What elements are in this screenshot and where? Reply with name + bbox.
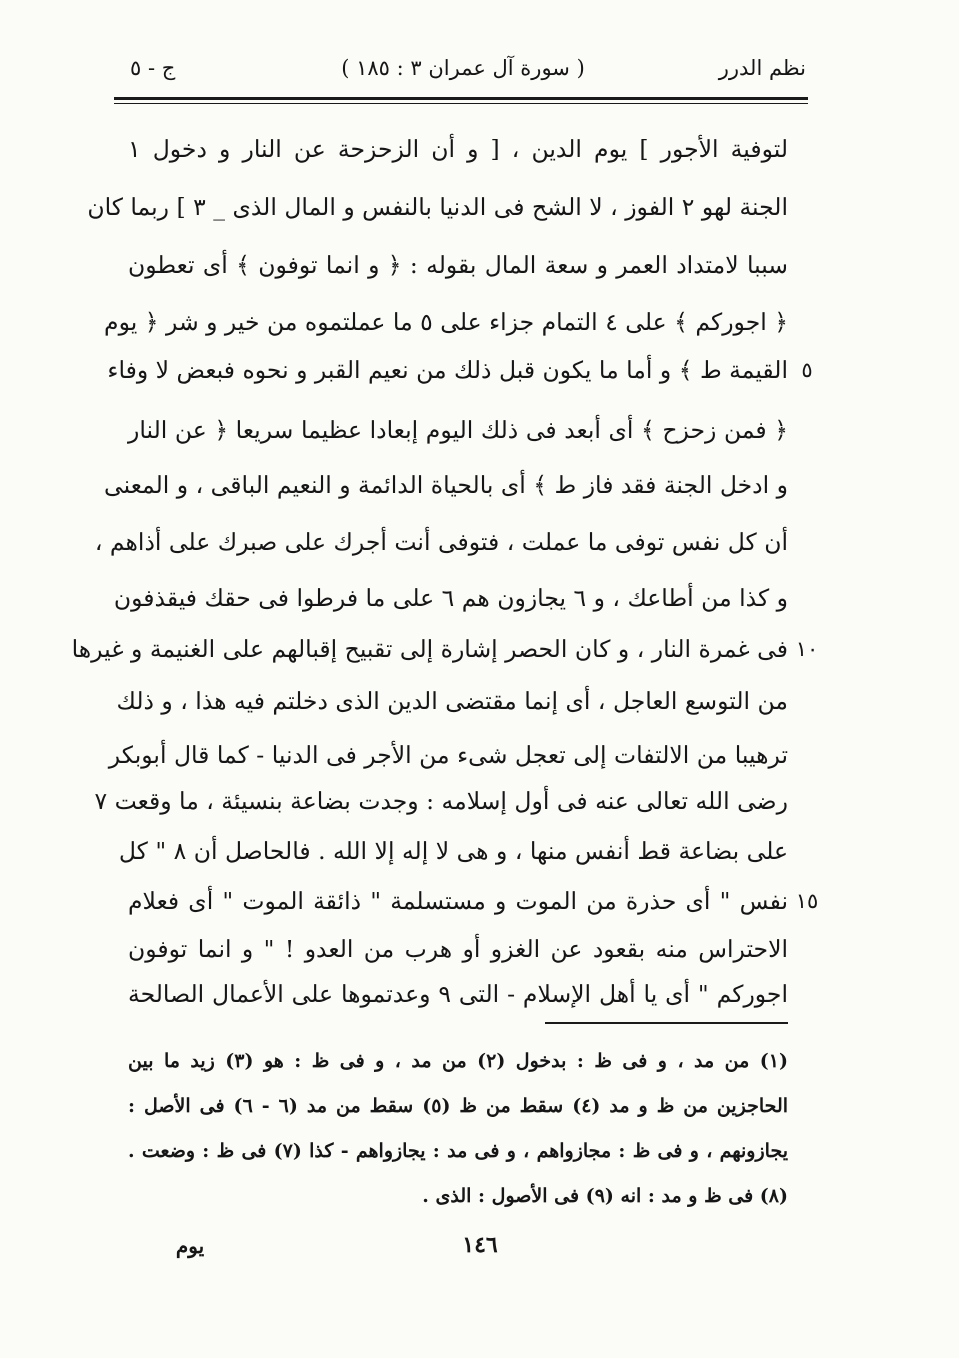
text-line-15: نفس " أى حذرة من الموت و مستسلمة " ذائقة الموت " أى فعلام	[128, 887, 788, 915]
header-rule-thin	[114, 103, 808, 104]
header-rule-thick	[114, 97, 808, 100]
text-line-5: القيمة ط ﴾ و أما ما يكون قبل ذلك من نعيم القبر و نحوه فبعض لا وفاء	[107, 356, 788, 384]
footnote-separator	[545, 1022, 788, 1024]
text-line-9: و كذا من أطاعك ، و ٦ يجازون هم ٦ على ما فرطوا فى حقك فيقذفون	[113, 584, 788, 612]
running-header	[120, 48, 806, 92]
catchword: يوم	[175, 1234, 205, 1258]
line-number-10: ١٠	[795, 637, 819, 661]
text-line-7: و ادخل الجنة فقد فاز ط ﴾ أى بالحياة الدائمة و النعيم الباقى ، و المعنى	[104, 471, 788, 499]
footnote-line-3: يجازونهم ، و فى ظ : مجازواهم ، و فى مد : يجازواهم - كذا (٧) فى ظ : وضعت .	[128, 1140, 788, 1162]
line-number-5: ٥	[801, 358, 813, 382]
text-line-14: على بضاعة قط أنفس منها ، و هى لا إله إلا الله . فالحاصل أن ٨ " كل	[118, 837, 788, 865]
text-line-13: رضى الله تعالى عنه فى أول إسلامه : وجدت بضاعة بنسيئة ، ما وقعت ٧	[94, 787, 788, 815]
text-line-12: ترهيبا من الالتفات إلى تعجل شىء من الأجر فى الدنيا - كما قال أبوبكر	[108, 741, 788, 769]
book-title: نظم الدرر	[718, 56, 806, 80]
text-line-1: لتوفية الأجور ] يوم الدين ، [ و أن الزحزحة عن النار و دخول ١	[128, 135, 788, 163]
text-line-3: سببا لامتداد العمر و سعة المال بقوله : ﴿ و انما توفون ﴾ أى تعطون	[128, 251, 788, 279]
text-line-17: اجوركم " أى يا أهل الإسلام - التى ٩ وعدتموها على الأعمال الصالحة	[128, 980, 788, 1008]
surah-reference: ( سورة آل عمران ٣ : ١٨٥ )	[341, 56, 585, 80]
footnote-line-4: (٨) فى ظ و مد : انه (٩) فى الأصول : الذى .	[422, 1185, 788, 1207]
text-line-8: أن كل نفس توفى ما عملت ، فتوفى أنت أجرك على صبرك على أذاهم ،	[94, 528, 788, 556]
text-line-6: ﴿ فمن زحزح ﴾ أى أبعد فى ذلك اليوم إبعادا عظيما سريعا ﴿ عن النار	[128, 416, 788, 444]
text-line-10: فى غمرة النار ، و كان الحصر إشارة إلى تقبيح إقبالهم على الغنيمة و غيرها	[71, 635, 788, 663]
text-line-11: من التوسع العاجل ، أى إنما مقتضى الدين الذى دخلتم فيه هذا ، و ذلك	[116, 687, 788, 715]
footnote-line-1: (١) من مد ، و فى ظ : بدخول (٢) من مد ، و فى ظ : هو (٣) زيد ما بين	[128, 1050, 788, 1072]
text-line-2: الجنة لهو ٢ الفوز ، لا الشح فى الدنيا بالنفس و المال الذى _ ٣ ] ربما كان	[87, 193, 788, 221]
footnote-line-2: الحاجزين من ظ و مد (٤) سقط من ظ (٥) سقط من مد (٦ - ٦) فى الأصل :	[128, 1095, 789, 1117]
volume-number: ج - ٥	[130, 56, 176, 80]
text-line-16: الاحتراس منه بقعود عن الغزو أو هرب من العدو ! " و انما توفون	[128, 935, 788, 963]
text-line-4: ﴿ اجوركم ﴾ على ٤ التمام جزاء على ٥ ما عملتموه من خير و شر ﴿ يوم	[104, 308, 788, 336]
page-number: ١٤٦	[462, 1232, 498, 1258]
line-number-15: ١٥	[795, 889, 819, 913]
